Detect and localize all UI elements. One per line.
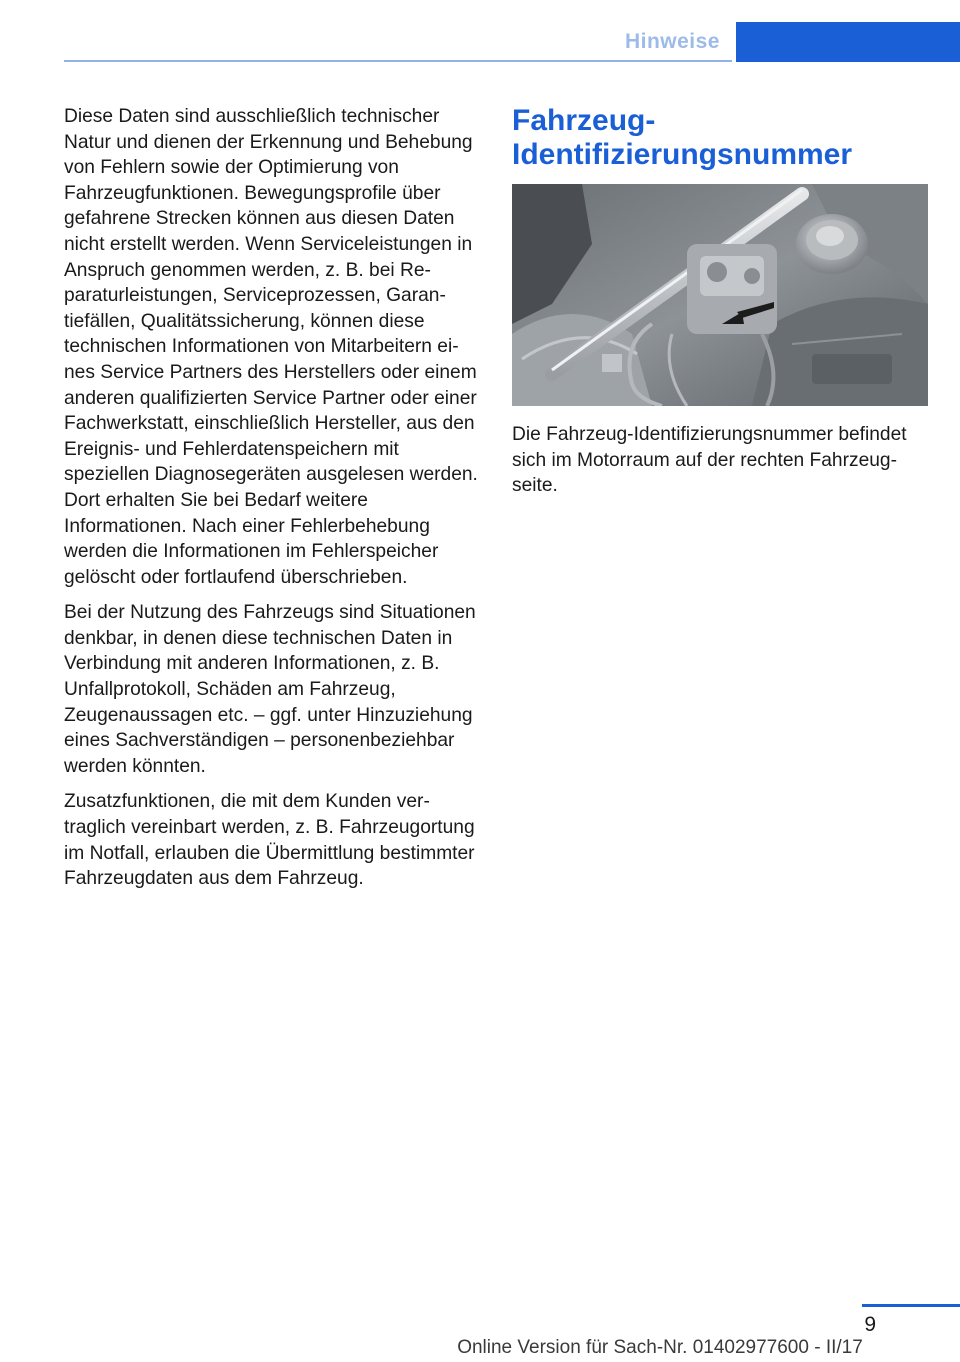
header-rule — [64, 60, 732, 62]
paragraph-personal-reference: Bei der Nutzung des Fahrzeugs sind Situationen denkbar, in denen diese technischen Daten in Verbindung mit anderen Informationen, z. B. Unfallprotokoll, Schäden am Fahrzeug, Zeugenaussagen etc. – ggf. unter Hinzuziehung eines Sachverständigen – personenbeziehbar werden könnten. — [64, 602, 476, 777]
chapter-tab — [736, 22, 960, 62]
section-title-line1: Fahrzeug- — [512, 104, 656, 137]
engine-bay-photo — [512, 184, 928, 406]
paragraph-data-usage: Diese Daten sind ausschließlich technischer Natur und dienen der Erkennung und Behebung von Fehlern sowie der Optimierung von Fahrzeugfunktionen. Bewegungsprofile über gefahrene Strecken können aus diesen Daten nicht erstellt werden. Wenn Serviceleistungen in Anspruch genommen werden, z. B. bei Reparaturleistungen, Serviceprozessen, Garantiefällen, Qualitätssicherung, können diese technischen Informationen von Mitarbeitern eines Service Partners des Herstellers oder einem anderen qualifizierten Service Partner oder einer Fachwerkstatt, einschließlich Hersteller, aus den Ereignis- und Fehlerdatenspeichern mit speziellen Diagnosegeräten ausgelesen werden. Dort erhalten Sie bei Bedarf weitere Informationen. Nach einer Fehlerbehebung werden die Informationen im Fehlerspeicher gelöscht oder fortlaufend überschrieben. — [64, 106, 478, 588]
vin-location-text: Die Fahrzeug-Identifizierungsnummer befindet sich im Motorraum auf der rechten Fahrzeugseite. — [512, 424, 907, 497]
paragraph-additional-functions: Zusatzfunktionen, die mit dem Kunden vertraglich vereinbart werden, z. B. Fahrzeugortung im Notfall, erlauben die Übermittlung bestimmter Fahrzeugdaten aus dem Fahrzeug. — [64, 791, 475, 890]
left-column — [64, 104, 480, 902]
page-number: 9 — [864, 1313, 876, 1336]
right-column — [512, 104, 930, 499]
section-title-line2: Identifizierungsnummer — [512, 138, 853, 171]
section-title — [512, 104, 930, 172]
footer-rule — [862, 1304, 960, 1307]
online-version-note: Online Version für Sach-Nr. 01402977600 - II/17 — [457, 1337, 863, 1358]
chapter-title: Hinweise — [624, 30, 720, 53]
